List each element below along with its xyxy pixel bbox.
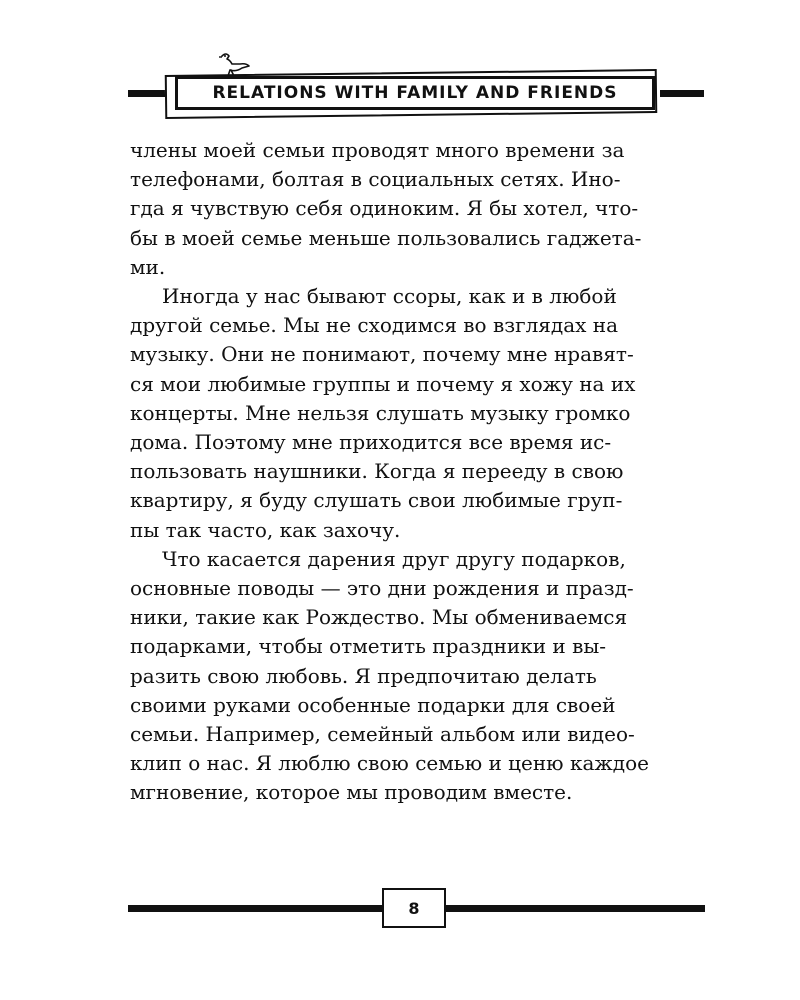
page-body [130,136,704,808]
header-banner [175,76,655,110]
bird-icon [216,50,252,78]
header-rule-right [660,90,704,97]
chapter-title: RELATIONS WITH FAMILY AND FRIENDS [212,83,618,103]
paragraph-3: Что касается дарения друг другу подарков, основные поводы — это дни рождения и празд- ники, такие как Рождество. Мы обмениваемся подарками, чтобы отметить праздники и вы- разить свою любовь. Я предпочитаю делать своими руками особенные подарки для своей семьи. Например, семейный альбом или видео- клип о нас. Я люблю свою семью и ценю каждое мгновение, которое мы проводим вместе. [130,546,649,805]
page-number: 8 [408,898,420,918]
paragraph-2: Иногда у нас бывают ссоры, как и в любой другой семье. Мы не сходимся во взглядах на музыку. Они не понимают, почему мне нравят- ся мои любимые группы и почему я хожу на их концерты. Мне нельзя слушать музыку громко дома. Поэтому мне приходится все время ис- пользовать наушники. Когда я перееду в свою квартиру, я буду слушать свои любимые груп- пы так часто, как захочу. [130,284,636,542]
paragraph-1: члены моей семьи проводят много времени за телефонами, болтая в социальных сетях. Ино- гда я чувствую себя одиноким. Я бы хотел, что- бы в моей семье меньше пользовались гаджета- ми. [130,138,642,279]
page-number-box [382,888,446,928]
